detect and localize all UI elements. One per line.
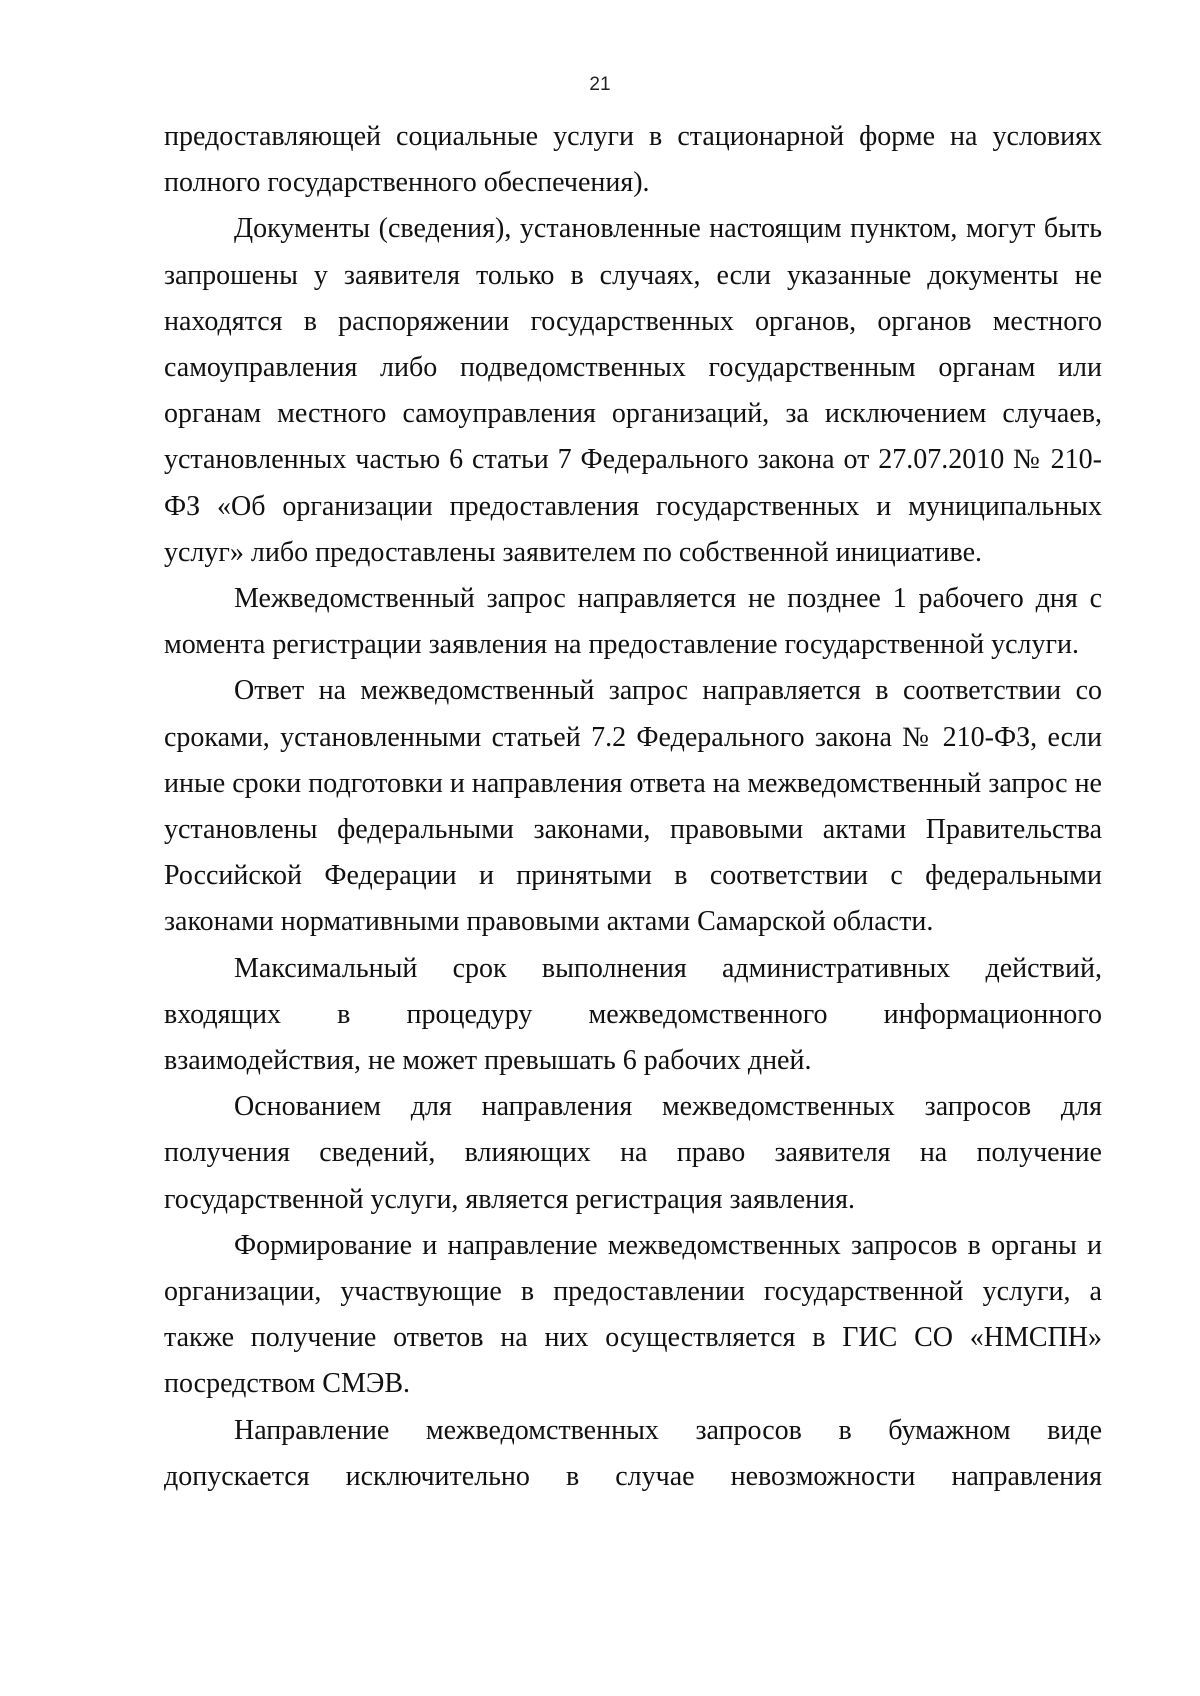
paragraph-continuation: предоставляющей социальные услуги в стационарной форме на условиях полного государственного обеспечения). xyxy=(164,121,1102,199)
paragraph-paper-requests: Направление межведомственных запросов в бумажном виде допускается исключительно в случае невозможности направления xyxy=(164,1414,1102,1492)
page-number: 21 xyxy=(589,74,611,95)
paragraph-basis: Основанием для направления межведомственных запросов для получения сведений, влияющих на право заявителя на получение государственной услуги, является регистрация заявления. xyxy=(164,1091,1102,1215)
paragraph-documents: Документы (сведения), установленные настоящим пунктом, могут быть запрошены у заявителя только в случаях, если указанные документы не находятся в распоряжении государственных органов, органов местного самоуправления либо подведомственных государственным органам или органам местного самоуправления организаций, за исключением случаев, установленных частью 6 статьи 7 Федерального закона от 27.07.2010 № 210-ФЗ «Об организации предоставления государственных и муниципальных услуг» либо предоставлены заявителем по собственной инициативе. xyxy=(164,213,1102,568)
paragraph-response-terms: Ответ на межведомственный запрос направляется в соответствии со сроками, установленными статьей 7.2 Федерального закона № 210-ФЗ, если иные сроки подготовки и направления ответа на межведомственный запрос не установлены федеральными законами, правовыми актами Правительства Российской Федерации и принятыми в соответствии с федеральными законами нормативными правовыми актами Самарской области. xyxy=(164,675,1102,938)
paragraph-request-deadline: Межведомственный запрос направляется не позднее 1 рабочего дня с момента регистрации заявления на предоставление государственной услуги. xyxy=(164,583,1102,661)
document-body xyxy=(164,114,1102,1500)
paragraph-max-duration: Максимальный срок выполнения административных действий, входящих в процедуру межведомственного информационного взаимодействия, не может превышать 6 рабочих дней. xyxy=(164,952,1102,1077)
paragraph-forming-requests: Формирование и направление межведомственных запросов в органы и организации, участвующие в предоставлении государственной услуги, а также получение ответов на них осуществляется в ГИС СО «НМСПН» посредством СМЭВ. xyxy=(164,1229,1102,1400)
